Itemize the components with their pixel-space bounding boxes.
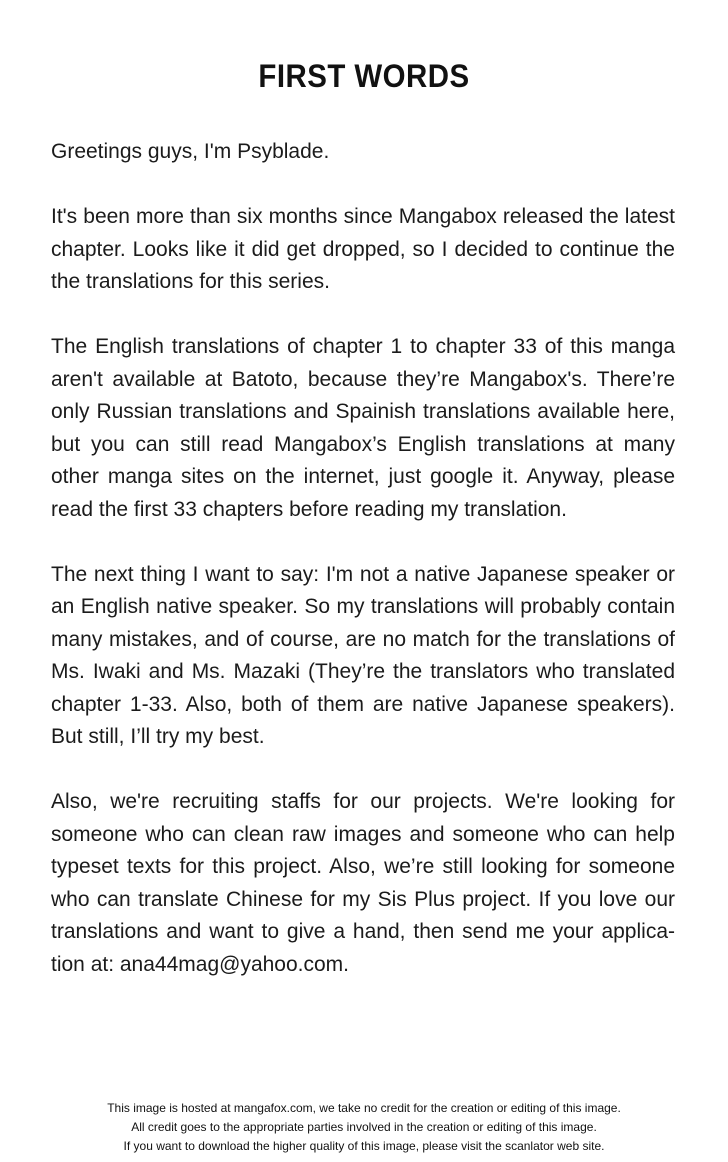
paragraph-greeting: Greetings guys, I'm Psyblade. bbox=[51, 140, 330, 163]
footer-line-credit: All credit goes to the appropriate parties involved in the creation or editing of this image. bbox=[131, 1120, 597, 1134]
footer-line-download: If you want to download the higher quality of this image, please visit the scanlator web site. bbox=[123, 1139, 605, 1153]
paragraph-disclaimer: The next thing I want to say: I'm not a native Japanese speaker or an English native speaker. So my translations will probably contain many mistakes, and of course, are no match for the translations of Ms. Iwaki and Ms. Mazaki (They’re the translators who translated chapter 1-33. Also, both of them are native Japanese speakers). But still, I’ll try my best. bbox=[51, 562, 675, 748]
hosting-footer bbox=[0, 1099, 728, 1156]
paragraph-recruiting: Also, we're recruiting staffs for our projects. We're looking for someone who can clean raw images and someone who can help typeset texts for this project. Also, we’re still looking for someone who can translate Chinese for my Sis Plus project. If you love our translations and want to give a hand, then send me your applica-tion at: ana44mag@yahoo.com. bbox=[51, 790, 675, 976]
page-title: FIRST WORDS bbox=[258, 58, 470, 94]
footer-line-hosted: This image is hosted at mangafox.com, we take no credit for the creation or editing of this image. bbox=[107, 1101, 621, 1115]
paragraph-availability: The English translations of chapter 1 to chapter 33 of this manga aren't available at Batoto, because they’re Mangabox's. There’re only Russian translations and Spainish translations available here, but you can still read Mangabox’s English translations at many other manga sites on the internet, just google it. Anyway, please read the first 33 chapters before reading my translation. bbox=[51, 335, 675, 521]
paragraph-continuation: It's been more than six months since Mangabox released the latest chapter. Looks like it did get dropped, so I decided to continue the the translations for this series. bbox=[51, 205, 675, 293]
body-text bbox=[51, 136, 675, 1014]
